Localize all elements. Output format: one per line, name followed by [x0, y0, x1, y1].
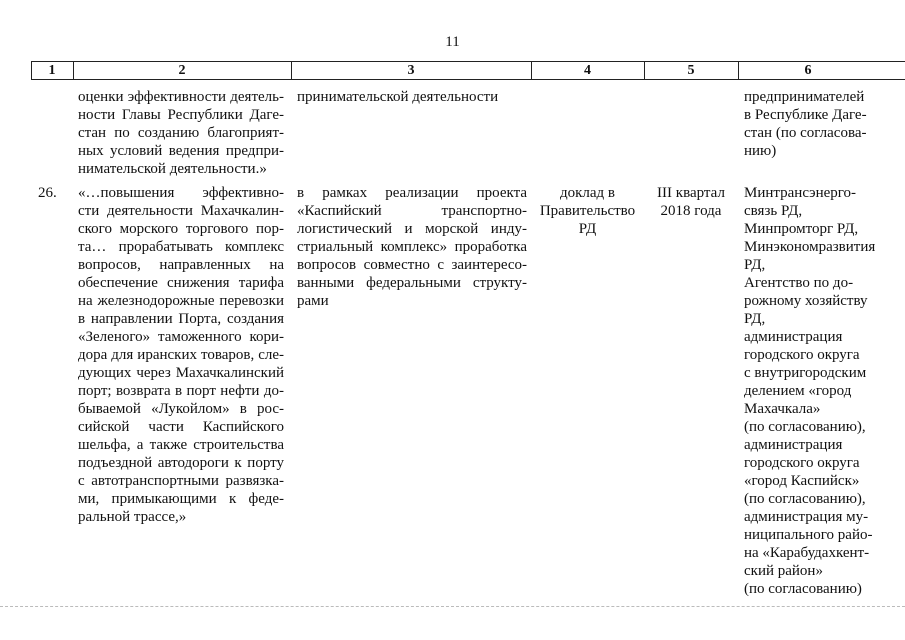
continued-row-measures-text — [297, 88, 527, 106]
text-line: Минтрансэнерго- — [744, 185, 857, 201]
header-cell-col2: 2 — [178, 63, 186, 78]
text-line: сти деятельности Махачкалин- — [78, 203, 284, 219]
text-line: городского округа — [744, 347, 860, 363]
text-line: порт; возврата в порт нефти до- — [78, 383, 284, 399]
row-26-deadline — [644, 184, 738, 220]
text-line: ский район» — [744, 563, 823, 579]
text-line: Минпромторг РД, — [744, 221, 859, 237]
text-line: на «Карабудахкент- — [744, 545, 870, 561]
text-line: III квартал — [657, 185, 725, 201]
text-line: делением «город — [744, 383, 852, 399]
text-line: «…повышения эффективно- — [78, 185, 284, 201]
text-line: ральной трассе,» — [78, 509, 187, 525]
text-line: с внутригородским — [744, 365, 867, 381]
text-line: (по согласованию), — [744, 419, 866, 435]
text-line: Агентство по до- — [744, 275, 854, 291]
header-cell-col6: 6 — [804, 63, 812, 78]
text-line: та… прорабатывать комплекс — [78, 239, 284, 255]
text-line: доклад в — [559, 185, 616, 201]
text-line: рами — [297, 293, 329, 309]
header-cell-col3: 3 — [407, 63, 415, 78]
text-line: бываемой «Лукойлом» в рос- — [78, 401, 284, 417]
text-line: «Зеленого» таможенного кори- — [78, 329, 284, 345]
text-line: стан по созданию благоприят- — [78, 125, 284, 141]
text-line: администрация — [744, 437, 843, 453]
text-line: дора для иранских товаров, сле- — [78, 347, 284, 363]
text-line: логистический и морской инду- — [297, 221, 527, 237]
text-line: в Республике Даге- — [744, 107, 867, 123]
text-line: подъездной автодороги к порту — [78, 455, 284, 471]
text-line: (по согласованию), — [744, 491, 866, 507]
header-cell-col4: 4 — [584, 63, 591, 78]
text-line: шельфа, а также строительства — [78, 437, 284, 453]
text-line: ванными федеральными структу- — [297, 275, 527, 291]
row-26-task-text — [78, 184, 284, 526]
text-line: дующих через Махачкалинский — [78, 365, 284, 381]
page-bottom-edge — [0, 606, 905, 607]
text-line: обеспечение снижения тарифа — [78, 275, 284, 291]
text-line: ского морского торгового пор- — [78, 221, 284, 237]
text-line: (по согласованию) — [744, 581, 862, 597]
text-line: ности Главы Республики Даге- — [78, 107, 284, 123]
text-line: РД, — [744, 311, 766, 327]
table-header-bottom-border — [31, 79, 905, 80]
text-line: в направлении Порта, создания — [78, 311, 284, 327]
text-line: администрация му- — [744, 509, 869, 525]
text-line: рожному хозяйству — [744, 293, 868, 309]
text-line: на железнодорожные перевозки — [78, 293, 284, 309]
row-number: 26. — [38, 185, 57, 201]
text-line: с автотранспортными развязка- — [78, 473, 284, 489]
text-line: вопросов совместно с заинтересо- — [297, 257, 527, 273]
text-line: предпринимателей — [744, 89, 865, 105]
text-line: оценки эффективности деятель- — [78, 89, 284, 105]
text-line: стриальный комплекс» проработка — [297, 239, 527, 255]
row-26-measures-text — [297, 184, 527, 310]
text-line: нимательской деятельности.» — [78, 161, 267, 177]
text-line: ниципального райо- — [744, 527, 873, 543]
text-line: Махачкала» — [744, 401, 821, 417]
row-26-responsible — [744, 184, 894, 598]
text-line: ми, примыкающими к феде- — [78, 491, 284, 507]
text-line: стан (по согласова- — [744, 125, 867, 141]
text-line: 2018 года — [660, 203, 722, 219]
text-line: связь РД, — [744, 203, 803, 219]
text-line: принимательской деятельности — [297, 89, 499, 105]
header-cell-col5: 5 — [687, 63, 695, 78]
text-line: РД — [578, 221, 597, 237]
text-line: ных условий ведения предпри- — [78, 143, 284, 159]
text-line: администрация — [744, 329, 843, 345]
header-cell-col1: 1 — [48, 63, 56, 78]
text-line: в рамках реализации проекта — [297, 185, 527, 201]
text-line: городского округа — [744, 455, 860, 471]
continued-row-responsible-text — [744, 88, 894, 160]
text-line: «город Каспийск» — [744, 473, 860, 489]
page-number: 11 — [445, 34, 460, 50]
text-line: вопросов, направленных на — [78, 257, 284, 273]
text-line: Минэкономразвития — [744, 239, 876, 255]
text-line: Правительство — [539, 203, 636, 219]
text-line: сийской части Каспийского — [78, 419, 284, 435]
text-line: РД, — [744, 257, 766, 273]
row-26-report-form — [531, 184, 644, 238]
continued-row-task-text — [78, 88, 284, 178]
text-line: нию) — [744, 143, 777, 159]
text-line: «Каспийский транспортно- — [297, 203, 527, 219]
